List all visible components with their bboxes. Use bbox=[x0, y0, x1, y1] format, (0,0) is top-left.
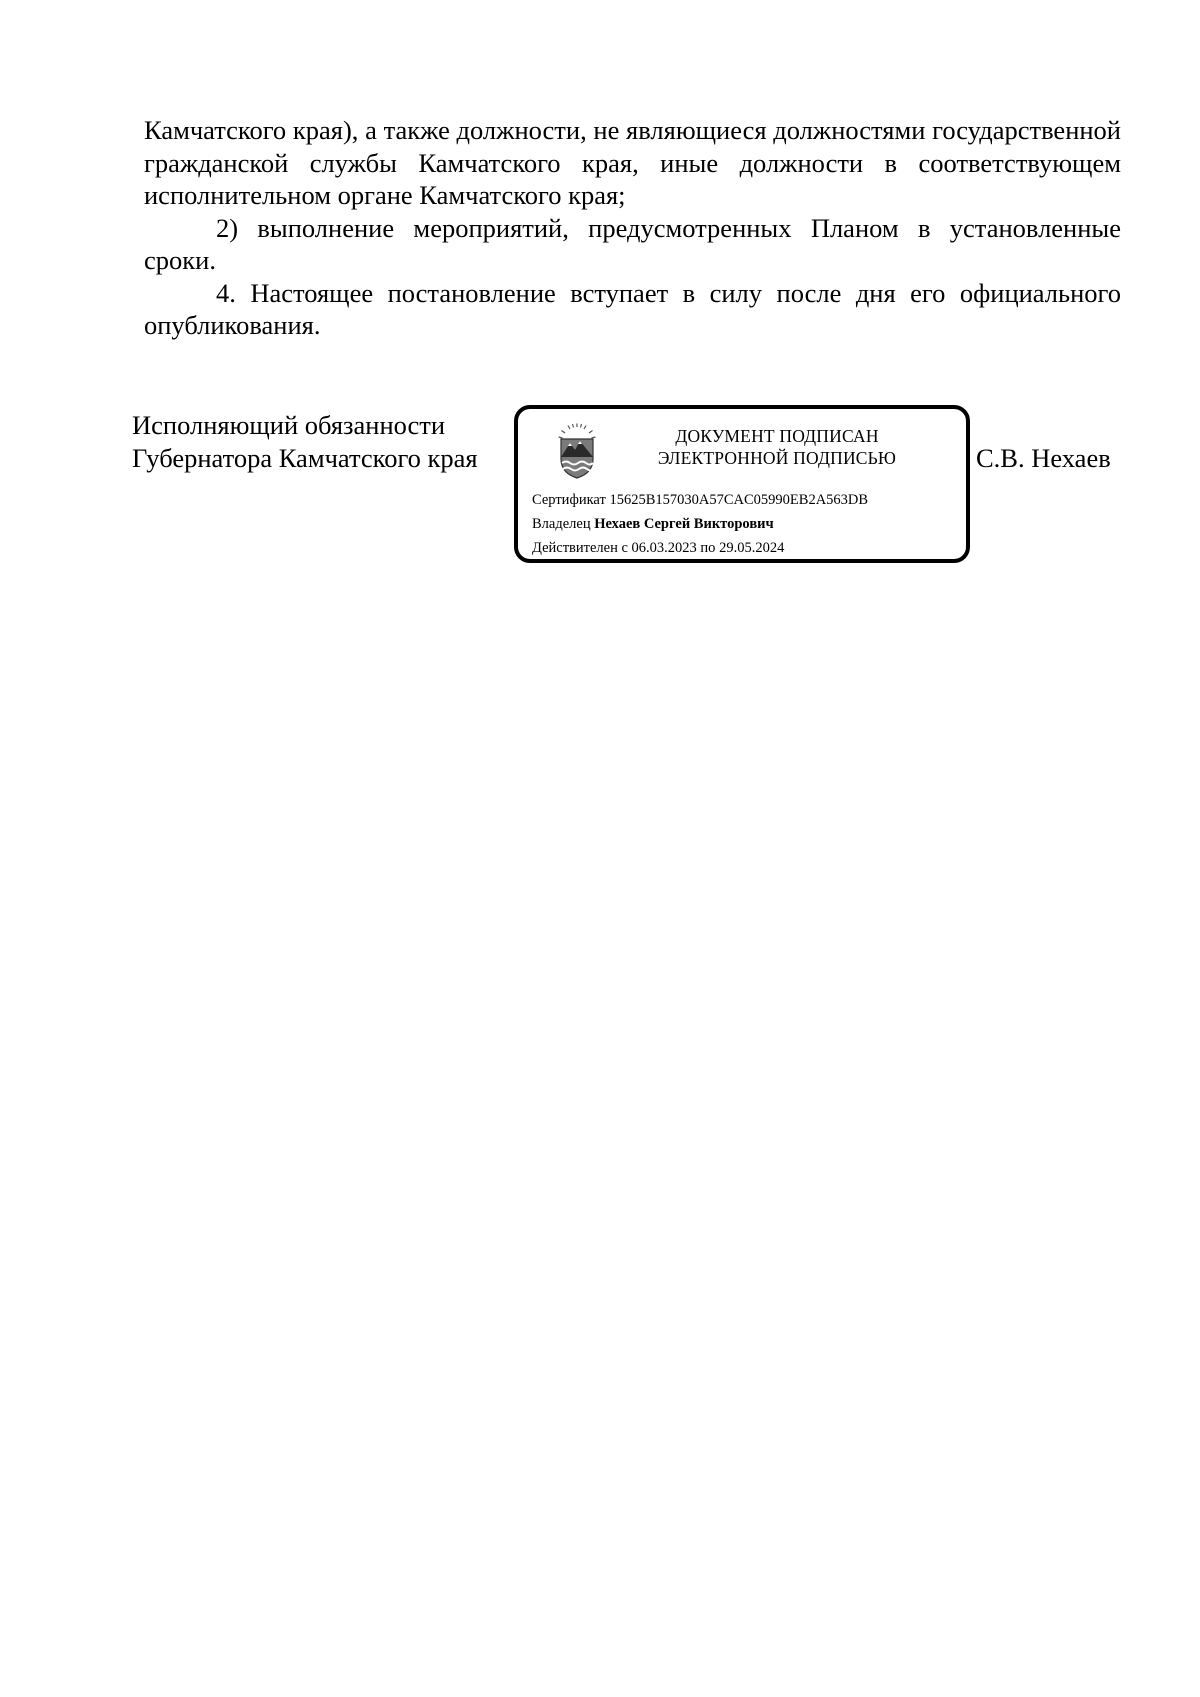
valid-label: Действителен bbox=[532, 540, 618, 556]
signatory-title bbox=[132, 409, 478, 475]
stamp-heading bbox=[610, 425, 944, 469]
valid-to-date: 29.05.2024 bbox=[719, 540, 785, 556]
owner-value: Нехаев Сергей Викторович bbox=[594, 516, 774, 532]
stamp-heading-line-2: ЭЛЕКТРОННОЙ ПОДПИСЬЮ bbox=[657, 448, 897, 468]
paragraph-item-2: 2) выполнение мероприятий, предусмотренных Планом в установленные сроки. bbox=[144, 212, 1121, 275]
stamp-owner-line bbox=[532, 512, 868, 536]
document-body bbox=[144, 114, 1121, 342]
owner-label: Владелец bbox=[532, 516, 591, 532]
kamchatka-coat-of-arms-icon bbox=[556, 423, 598, 479]
stamp-heading-line-1: ДОКУМЕНТ ПОДПИСАН bbox=[675, 426, 879, 446]
stamp-certificate-line bbox=[532, 488, 868, 512]
stamp-validity-line bbox=[532, 536, 868, 560]
certificate-value: 15625B157030A57CAC05990EB2A563DB bbox=[609, 492, 869, 508]
signatory-name: С.В. Нехаев bbox=[976, 443, 1111, 473]
electronic-signature-stamp bbox=[514, 405, 970, 563]
stamp-details bbox=[532, 488, 868, 560]
certificate-label: Сертификат bbox=[532, 492, 606, 508]
valid-to-label: по bbox=[700, 540, 716, 556]
valid-from-label: с bbox=[621, 540, 628, 556]
paragraph-item-4: 4. Настоящее постановление вступает в силу после дня его официального опубликования. bbox=[144, 277, 1121, 340]
valid-from-date: 06.03.2023 bbox=[631, 540, 697, 556]
signatory-title-line-1: Исполняющий обязанности bbox=[132, 410, 446, 440]
paragraph-continuation: Камчатского края), а также должности, не являющиеся должностями государственной гражданской службы Камчатского края, иные должности в соответствующем исполнительном органе Камчатского края; bbox=[144, 115, 1121, 210]
signatory-title-line-2: Губернатора Камчатского края bbox=[132, 443, 478, 473]
